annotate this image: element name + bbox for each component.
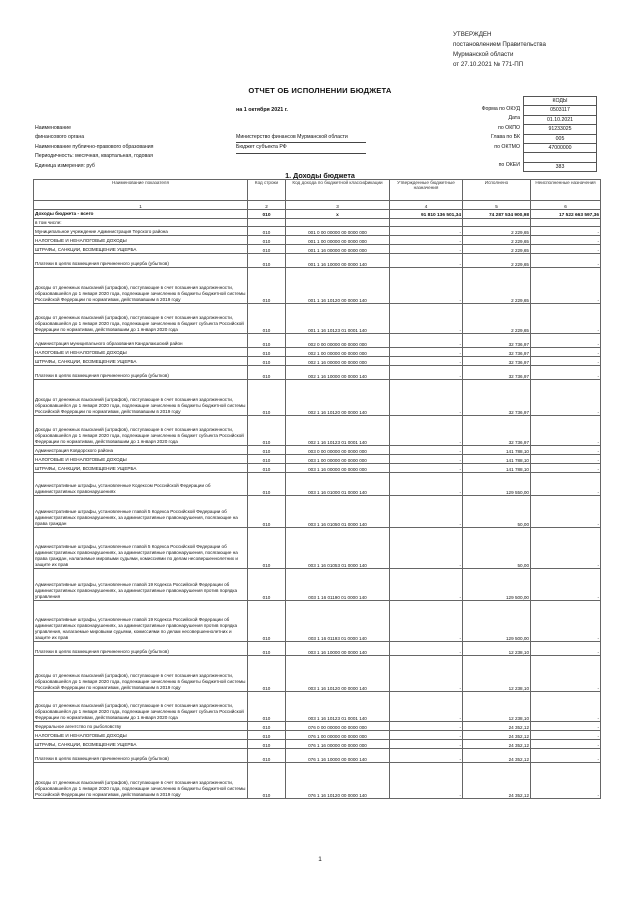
row-income-code: 002 1 16 00000 00 0000 000 [286, 357, 390, 366]
row-done: 24 352,12 [463, 731, 531, 740]
row-approved: - [390, 528, 463, 569]
meta-labels [35, 124, 215, 171]
col-header-code: Код дохода по бюджетной классификации [286, 180, 390, 201]
row-income-code: 003 0 00 00000 00 0000 000 [286, 446, 390, 455]
row-approved: - [390, 254, 463, 268]
row-income-code: 003 1 00 00000 00 0000 000 [286, 455, 390, 464]
row-done: 32 736,97 [463, 357, 531, 366]
row-approved: - [390, 334, 463, 348]
document-title: ОТЧЕТ ОБ ИСПОЛНЕНИИ БЮДЖЕТА [248, 86, 392, 95]
row-left: - [531, 380, 601, 416]
row-left: 17 522 663 597,36 [531, 210, 601, 219]
row-name: Административные штрафы, установленные главой 5 Кодекса Российской Федерации об административных правонарушениях, за административные правонарушения, посягающие на права граждан [34, 496, 248, 528]
row-left: - [531, 416, 601, 446]
row-left: - [531, 749, 601, 763]
row-name: ШТРАФЫ, САНКЦИИ, ВОЗМЕЩЕНИЕ УЩЕРБА [34, 464, 248, 473]
col-number: 6 [531, 201, 601, 210]
row-income-code: 002 0 00 00000 00 0000 000 [286, 334, 390, 348]
table-row [34, 446, 601, 455]
meta-values [236, 133, 366, 154]
table-row [34, 227, 601, 236]
row-income-code: 003 1 16 10120 00 0000 140 [286, 656, 390, 692]
row-left: - [531, 455, 601, 464]
table-row [34, 268, 601, 304]
income-rows [34, 210, 601, 799]
row-done: 24 352,12 [463, 749, 531, 763]
row-approved: - [390, 642, 463, 656]
table-row [34, 722, 601, 731]
grbs-label: Глава по БК [490, 134, 520, 141]
row-approved: - [390, 722, 463, 731]
section-title: 1. Доходы бюджета [285, 171, 355, 180]
row-approved: - [390, 227, 463, 236]
row-name: Муниципальное учреждение Администрация Терского района [34, 227, 248, 236]
row-name: НАЛОГОВЫЕ И НЕНАЛОГОВЫЕ ДОХОДЫ [34, 348, 248, 357]
row-income-code: 001 1 16 10123 01 0001 140 [286, 304, 390, 334]
row-done: 12 238,10 [463, 642, 531, 656]
row-approved: - [390, 731, 463, 740]
row-approved: - [390, 763, 463, 799]
table-row [34, 528, 601, 569]
row-done: 50,00 [463, 496, 531, 528]
row-done: 141 788,10 [463, 446, 531, 455]
row-line-code: 010 [248, 210, 286, 219]
row-line-code: 010 [248, 749, 286, 763]
row-approved: - [390, 455, 463, 464]
row-left: - [531, 304, 601, 334]
row-left: - [531, 357, 601, 366]
row-line-code: 010 [248, 731, 286, 740]
table-row [34, 236, 601, 245]
row-line-code: 010 [248, 380, 286, 416]
row-line-code: 010 [248, 763, 286, 799]
row-left: - [531, 254, 601, 268]
row-name: ШТРАФЫ, САНКЦИИ, ВОЗМЕЩЕНИЕ УЩЕРБА [34, 245, 248, 254]
row-done: 141 788,10 [463, 455, 531, 464]
row-done: 12 238,10 [463, 656, 531, 692]
row-left: - [531, 722, 601, 731]
row-approved: - [390, 473, 463, 496]
table-row [34, 334, 601, 348]
col-number: 4 [390, 201, 463, 210]
row-done: 24 352,12 [463, 740, 531, 749]
row-approved: 91 810 136 501,34 [390, 210, 463, 219]
okud-value: 0503117 [524, 106, 597, 115]
col-number: 2 [248, 201, 286, 210]
okei-value: 383 [524, 162, 597, 171]
row-income-code: 003 1 16 01053 01 0000 140 [286, 528, 390, 569]
row-income-code: 001 1 16 00000 00 0000 000 [286, 245, 390, 254]
codes-table [523, 96, 597, 172]
row-income-code: x [286, 210, 390, 219]
table-row [34, 642, 601, 656]
col-header-done: Исполнено [463, 180, 531, 201]
row-income-code: 002 1 16 10120 00 0000 140 [286, 380, 390, 416]
row-left: - [531, 245, 601, 254]
row-done: 50,00 [463, 528, 531, 569]
date-label: Дата [508, 115, 520, 122]
row-left: - [531, 763, 601, 799]
codes-blank [524, 153, 597, 162]
row-name: ШТРАФЫ, САНКЦИИ, ВОЗМЕЩЕНИЕ УЩЕРБА [34, 740, 248, 749]
approval-line: от 27.10.2021 № 771-ПП [453, 61, 524, 68]
date-value: 01.10.2021 [524, 115, 597, 124]
meta-label: Наименование [35, 125, 71, 131]
row-name: НАЛОГОВЫЕ И НЕНАЛОГОВЫЕ ДОХОДЫ [34, 455, 248, 464]
okpo-label: по ОКПО [498, 124, 520, 131]
row-line-code: 010 [248, 642, 286, 656]
row-income-code: 003 1 16 10000 00 0000 140 [286, 642, 390, 656]
row-line-code: 010 [248, 245, 286, 254]
row-approved: - [390, 380, 463, 416]
row-approved: - [390, 236, 463, 245]
row-name: Администрация Ковдорского района [34, 446, 248, 455]
row-approved: - [390, 416, 463, 446]
row-line-code: 010 [248, 569, 286, 601]
row-line-code: 010 [248, 464, 286, 473]
row-line-code: 010 [248, 473, 286, 496]
table-row [34, 464, 601, 473]
okpo-value: 91233025 [524, 125, 597, 134]
table-row [34, 416, 601, 446]
row-income-code: 001 1 00 00000 00 0000 000 [286, 236, 390, 245]
row-name: НАЛОГОВЫЕ И НЕНАЛОГОВЫЕ ДОХОДЫ [34, 236, 248, 245]
row-approved: - [390, 601, 463, 642]
row-left: - [531, 334, 601, 348]
row-approved: - [390, 464, 463, 473]
row-line-code [248, 219, 286, 227]
row-line-code: 010 [248, 722, 286, 731]
income-table [33, 179, 601, 799]
approval-line: УТВЕРЖДЕН [453, 31, 492, 38]
col-number: 5 [463, 201, 531, 210]
row-line-code: 010 [248, 366, 286, 380]
row-left: - [531, 473, 601, 496]
meta-label: Единица измерения: руб [35, 162, 95, 169]
row-line-code: 010 [248, 304, 286, 334]
row-done [463, 219, 531, 227]
row-income-code: 076 1 00 00000 00 0000 000 [286, 731, 390, 740]
row-name: Доходы от денежных взысканий (штрафов), поступающие в счет погашения задолженности, образовавшейся до 1 января 2020 года, подлежащие зачислению в бюджеты бюджетной системы Российской Федерации по нормативам, действовавшим в 2019 году [34, 268, 248, 304]
row-income-code: 001 0 00 00000 00 0000 000 [286, 227, 390, 236]
row-name: Доходы от денежных взысканий (штрафов), поступающие в счет погашения задолженности, образовавшейся до 1 января 2020 года, подлежащие зачислению в бюджеты бюджетной системы Российской Федерации по нормативам, действовавшим в 2019 году [34, 763, 248, 799]
table-row [34, 304, 601, 334]
row-left [531, 219, 601, 227]
table-row [34, 357, 601, 366]
row-done: 129 500,00 [463, 601, 531, 642]
col-number: 1 [34, 201, 248, 210]
row-done: 2 229,65 [463, 245, 531, 254]
row-income-code: 003 1 16 10123 01 0001 140 [286, 692, 390, 722]
table-row [34, 366, 601, 380]
table-row [34, 763, 601, 799]
row-name: Платежи в целях возмещения причиненного ущерба (убытков) [34, 642, 248, 656]
row-line-code: 010 [248, 496, 286, 528]
row-left: - [531, 731, 601, 740]
row-income-code: 001 1 16 10000 00 0000 140 [286, 254, 390, 268]
table-row [34, 245, 601, 254]
row-approved: - [390, 304, 463, 334]
row-approved: - [390, 569, 463, 601]
row-approved: - [390, 740, 463, 749]
row-name: Доходы от денежных взысканий (штрафов), поступающие в счет погашения задолженности, образовавшейся до 1 января 2020 года, подлежащие зачислению в бюджет субъекта Российской Федерации по нормативам, действовавшим до 1 января 2020 года [34, 416, 248, 446]
table-row [34, 254, 601, 268]
okud-label: Форма по ОКУД [481, 106, 520, 112]
col-header-left: Неисполненные назначения [531, 180, 601, 201]
row-approved [390, 219, 463, 227]
row-line-code: 010 [248, 236, 286, 245]
row-left: - [531, 656, 601, 692]
row-left: - [531, 601, 601, 642]
row-done: 24 352,12 [463, 722, 531, 731]
row-line-code: 010 [248, 227, 286, 236]
row-done: 2 229,65 [463, 227, 531, 236]
row-income-code: 002 1 16 10123 01 0001 140 [286, 416, 390, 446]
row-done: 32 736,97 [463, 380, 531, 416]
row-done: 2 229,65 [463, 268, 531, 304]
row-left: - [531, 446, 601, 455]
row-approved: - [390, 692, 463, 722]
row-done: 12 238,10 [463, 692, 531, 722]
row-line-code: 010 [248, 334, 286, 348]
row-income-code: 002 1 00 00000 00 0000 000 [286, 348, 390, 357]
table-row [34, 692, 601, 722]
row-income-code: 003 1 16 01190 01 0000 140 [286, 569, 390, 601]
row-left: - [531, 569, 601, 601]
table-row [34, 601, 601, 642]
table-row [34, 219, 601, 227]
row-left: - [531, 642, 601, 656]
row-income-code: 003 1 16 01000 01 0000 140 [286, 473, 390, 496]
col-header-name: Наименование показателя [34, 180, 248, 201]
row-approved: - [390, 656, 463, 692]
row-approved: - [390, 366, 463, 380]
row-approved: - [390, 749, 463, 763]
row-done: 129 500,00 [463, 569, 531, 601]
row-line-code: 010 [248, 740, 286, 749]
row-line-code: 010 [248, 455, 286, 464]
row-name: ШТРАФЫ, САНКЦИИ, ВОЗМЕЩЕНИЕ УЩЕРБА [34, 357, 248, 366]
row-name: Платежи в целях возмещения причиненного ущерба (убытков) [34, 254, 248, 268]
row-name: Администрация муниципального образования Кандалакшский район [34, 334, 248, 348]
row-left: - [531, 366, 601, 380]
row-name: Доходы от денежных взысканий (штрафов), поступающие в счет погашения задолженности, образовавшейся до 1 января 2020 года, подлежащие зачислению в бюджет субъекта Российской Федерации по нормативам, действовавшим до 1 января 2020 года [34, 304, 248, 334]
row-name: в том числе: [34, 219, 248, 227]
row-left: - [531, 348, 601, 357]
row-income-code: 001 1 16 10120 00 0000 140 [286, 268, 390, 304]
row-approved: - [390, 357, 463, 366]
row-line-code: 010 [248, 528, 286, 569]
col-header-line: Код строки [248, 180, 286, 201]
row-line-code: 010 [248, 446, 286, 455]
row-income-code: 076 0 00 00000 00 0000 000 [286, 722, 390, 731]
row-income-code [286, 219, 390, 227]
approval-line: Мурманской области [453, 51, 514, 58]
row-approved: - [390, 245, 463, 254]
table-row [34, 731, 601, 740]
row-name: Доходы от денежных взысканий (штрафов), поступающие в счет погашения задолженности, образовавшейся до 1 января 2020 года, подлежащие зачислению в бюджеты бюджетной системы Российской Федерации по нормативам, действовавшим в 2019 году [34, 380, 248, 416]
table-row [34, 210, 601, 219]
row-left: - [531, 236, 601, 245]
row-income-code: 003 1 16 01050 01 0000 140 [286, 496, 390, 528]
row-approved: - [390, 496, 463, 528]
row-left: - [531, 528, 601, 569]
table-row [34, 749, 601, 763]
row-name: Административные штрафы, установленные главой 19 Кодекса Российской Федерации об административных правонарушениях, за административные правонарушения против порядка управления [34, 569, 248, 601]
table-row [34, 348, 601, 357]
col-number: 3 [286, 201, 390, 210]
row-done: 32 736,97 [463, 348, 531, 357]
col-header-approved: Утвержденные бюджетные назначения [390, 180, 463, 201]
row-approved: - [390, 446, 463, 455]
row-done: 129 550,00 [463, 473, 531, 496]
row-line-code: 010 [248, 254, 286, 268]
table-row [34, 473, 601, 496]
row-left: - [531, 692, 601, 722]
row-income-code: 076 1 16 10000 00 0000 140 [286, 749, 390, 763]
table-row [34, 740, 601, 749]
codes-header: КОДЫ [524, 97, 597, 106]
row-name: Административные штрафы, установленные главой 19 Кодекса Российской Федерации об административных правонарушениях, за административные правонарушения против порядка управления, налагаемые мировыми судьями, комиссиями по делам несовершеннолетних и защите их прав [34, 601, 248, 642]
row-income-code: 002 1 16 10000 00 0000 140 [286, 366, 390, 380]
table-row [34, 496, 601, 528]
grbs-value: 005 [524, 134, 597, 143]
ppo-value: Бюджет субъекта РФ [236, 143, 366, 153]
row-name: Платежи в целях возмещения причиненного ущерба (убытков) [34, 749, 248, 763]
oktmo-value: 47000000 [524, 144, 597, 153]
row-name: Административные штрафы, установленные Кодексом Российской Федерации об административных правонарушениях [34, 473, 248, 496]
report-date: на 1 октября 2021 г. [236, 107, 288, 113]
row-income-code: 076 1 16 00000 00 0000 000 [286, 740, 390, 749]
row-left: - [531, 227, 601, 236]
finorg-value: Министерство финансов Мурманской области [236, 133, 366, 143]
row-line-code: 010 [248, 656, 286, 692]
row-done: 32 736,97 [463, 334, 531, 348]
row-name: Доходы от денежных взысканий (штрафов), поступающие в счет погашения задолженности, образовавшейся до 1 января 2020 года, подлежащие зачислению в бюджеты бюджетной системы Российской Федерации по нормативам, действовавшим в 2019 году [34, 656, 248, 692]
row-line-code: 010 [248, 348, 286, 357]
row-left: - [531, 740, 601, 749]
table-row [34, 380, 601, 416]
approval-line: постановлением Правительства [453, 41, 546, 48]
row-name: Доходы от денежных взысканий (штрафов), поступающие в счет погашения задолженности, образовавшейся до 1 января 2020 года, подлежащие зачислению в бюджет субъекта Российской Федерации по нормативам, действовавшим до 1 января 2020 года [34, 692, 248, 722]
row-done: 74 287 534 900,98 [463, 210, 531, 219]
page-number: 1 [318, 856, 322, 863]
row-left: - [531, 464, 601, 473]
oktmo-label: по ОКТМО [494, 143, 520, 150]
row-done: 2 229,65 [463, 254, 531, 268]
table-row [34, 569, 601, 601]
row-done: 32 736,97 [463, 366, 531, 380]
meta-label: Периодичность: месячная, квартальная, годовая [35, 153, 153, 160]
row-left: - [531, 496, 601, 528]
row-income-code: 076 1 16 10120 00 0000 140 [286, 763, 390, 799]
row-line-code: 010 [248, 601, 286, 642]
codes-labels [430, 105, 520, 171]
row-name: Платежи в целях возмещения причиненного ущерба (убытков) [34, 366, 248, 380]
row-line-code: 010 [248, 357, 286, 366]
row-approved: - [390, 348, 463, 357]
meta-label: Наименование публично-правового образования [35, 143, 154, 150]
row-approved: - [390, 268, 463, 304]
table-row [34, 455, 601, 464]
row-name: НАЛОГОВЫЕ И НЕНАЛОГОВЫЕ ДОХОДЫ [34, 731, 248, 740]
row-income-code: 003 1 16 01193 01 0000 140 [286, 601, 390, 642]
meta-label: финансового органа [35, 134, 85, 141]
row-left: - [531, 268, 601, 304]
table-row [34, 656, 601, 692]
row-name: Административные штрафы, установленные главой 5 Кодекса Российской Федерации об административных правонарушениях, за административные правонарушения, посягающие на права граждан, налагаемые мировыми судьями, комиссиями по делам несовершеннолетних и защите их прав [34, 528, 248, 569]
row-line-code: 010 [248, 416, 286, 446]
row-name: Федеральное агентство по рыболовству [34, 722, 248, 731]
row-done: 2 229,65 [463, 236, 531, 245]
okei-label: по ОКЕИ [498, 162, 520, 169]
row-done: 32 736,97 [463, 416, 531, 446]
approval-block [453, 30, 546, 70]
row-income-code: 003 1 16 00000 00 0000 000 [286, 464, 390, 473]
row-name: Доходы бюджета - всего [34, 210, 248, 219]
row-done: 141 788,10 [463, 464, 531, 473]
row-line-code: 010 [248, 692, 286, 722]
row-line-code: 010 [248, 268, 286, 304]
row-done: 24 352,12 [463, 763, 531, 799]
row-done: 2 229,65 [463, 304, 531, 334]
